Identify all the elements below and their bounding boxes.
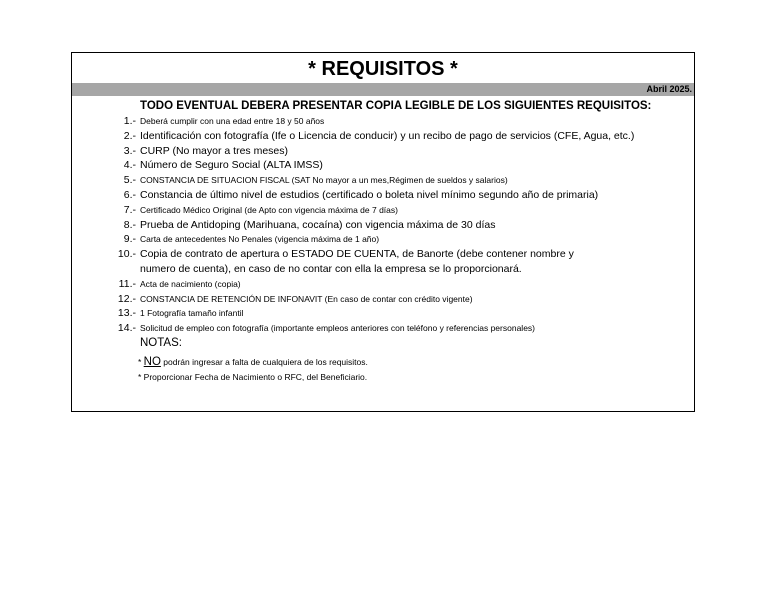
item-number: 12.- bbox=[117, 292, 136, 305]
list-item bbox=[72, 188, 692, 203]
note-bullet: * bbox=[138, 357, 144, 367]
date-band bbox=[72, 83, 694, 96]
list-item bbox=[72, 114, 692, 129]
item-text: Identificación con fotografía (Ife o Licencia de conducir) y un recibo de pago de servicios (CFE, Agua, etc.) bbox=[140, 129, 635, 142]
list-item bbox=[72, 218, 692, 233]
item-number: 11.- bbox=[118, 277, 136, 290]
item-number: 14.- bbox=[117, 322, 136, 335]
note-beneficiary: * Proporcionar Fecha de Nacimiento o RFC, del Beneficiario. bbox=[138, 372, 368, 382]
item-text: Prueba de Antidoping (Marihuana, cocaína) con vigencia máxima de 30 días bbox=[140, 218, 496, 231]
item-text: Deberá cumplir con una edad entre 18 y 50 años bbox=[140, 116, 325, 126]
item-text: CONSTANCIA DE RETENCIÓN DE INFONAVIT (En caso de contar con crédito vigente) bbox=[140, 293, 473, 304]
item-number: 5.- bbox=[123, 174, 136, 187]
item-number: 3.- bbox=[123, 144, 136, 157]
note-no-entry bbox=[138, 355, 368, 369]
item-number: 4.- bbox=[123, 159, 136, 172]
item-text: CURP (No mayor a tres meses) bbox=[140, 144, 289, 157]
list-item bbox=[72, 306, 692, 321]
item-text: Acta de nacimiento (copia) bbox=[140, 278, 241, 289]
document-date: Abril 2025. bbox=[646, 84, 692, 94]
item-text: Copia de contrato de apertura o ESTADO DE CUENTA, de Banorte (debe contener nombre y bbox=[140, 248, 574, 261]
item-number: 2.- bbox=[123, 129, 136, 142]
list-item bbox=[72, 292, 692, 307]
item-text-continuation: numero de cuenta), en caso de no contar con ella la empresa se lo proporcionará. bbox=[140, 262, 522, 275]
item-number: 9.- bbox=[123, 233, 136, 246]
list-item bbox=[72, 173, 692, 188]
requirements-list bbox=[72, 114, 692, 336]
item-number: 6.- bbox=[123, 188, 136, 201]
list-item bbox=[72, 277, 692, 292]
item-text: Constancia de último nivel de estudios (certificado o boleta nivel mínimo segundo año de primaria) bbox=[140, 188, 599, 201]
list-item bbox=[72, 144, 692, 159]
note-text: podrán ingresar a falta de cualquiera de los requisitos. bbox=[160, 357, 368, 367]
item-text: CONSTANCIA DE SITUACION FISCAL (SAT No mayor a un mes,Régimen de sueldos y salarios) bbox=[140, 175, 508, 186]
note-no-word: NO bbox=[143, 356, 161, 368]
list-item bbox=[72, 232, 692, 247]
page-title: * REQUISITOS * bbox=[308, 58, 458, 80]
item-text: 1 Fotografía tamaño infantil bbox=[140, 308, 244, 319]
requirements-heading: TODO EVENTUAL DEBERA PRESENTAR COPIA LEGIBLE DE LOS SIGUIENTES REQUISITOS: bbox=[140, 100, 652, 112]
list-item bbox=[72, 129, 692, 144]
item-text: Solicitud de empleo con fotografía (importante empleos anteriores con teléfono y referencias personales) bbox=[140, 323, 535, 334]
item-number: 7.- bbox=[123, 203, 136, 216]
item-text: Carta de antecedentes No Penales (vigencia máxima de 1 año) bbox=[140, 234, 380, 245]
item-text: Certificado Médico Original (de Apto con vigencia máxima de 7 días) bbox=[140, 204, 398, 215]
item-text: Número de Seguro Social (ALTA IMSS) bbox=[140, 159, 323, 172]
item-number: 10.- bbox=[117, 248, 136, 261]
notes-title: NOTAS: bbox=[140, 337, 182, 349]
item-number: 1.- bbox=[123, 115, 136, 127]
requirements-sheet bbox=[71, 52, 695, 412]
item-number: 13.- bbox=[117, 307, 136, 320]
list-item bbox=[72, 203, 692, 218]
item-number: 8.- bbox=[123, 218, 136, 231]
list-item bbox=[72, 158, 692, 173]
list-item bbox=[72, 247, 692, 277]
list-item bbox=[72, 321, 692, 336]
